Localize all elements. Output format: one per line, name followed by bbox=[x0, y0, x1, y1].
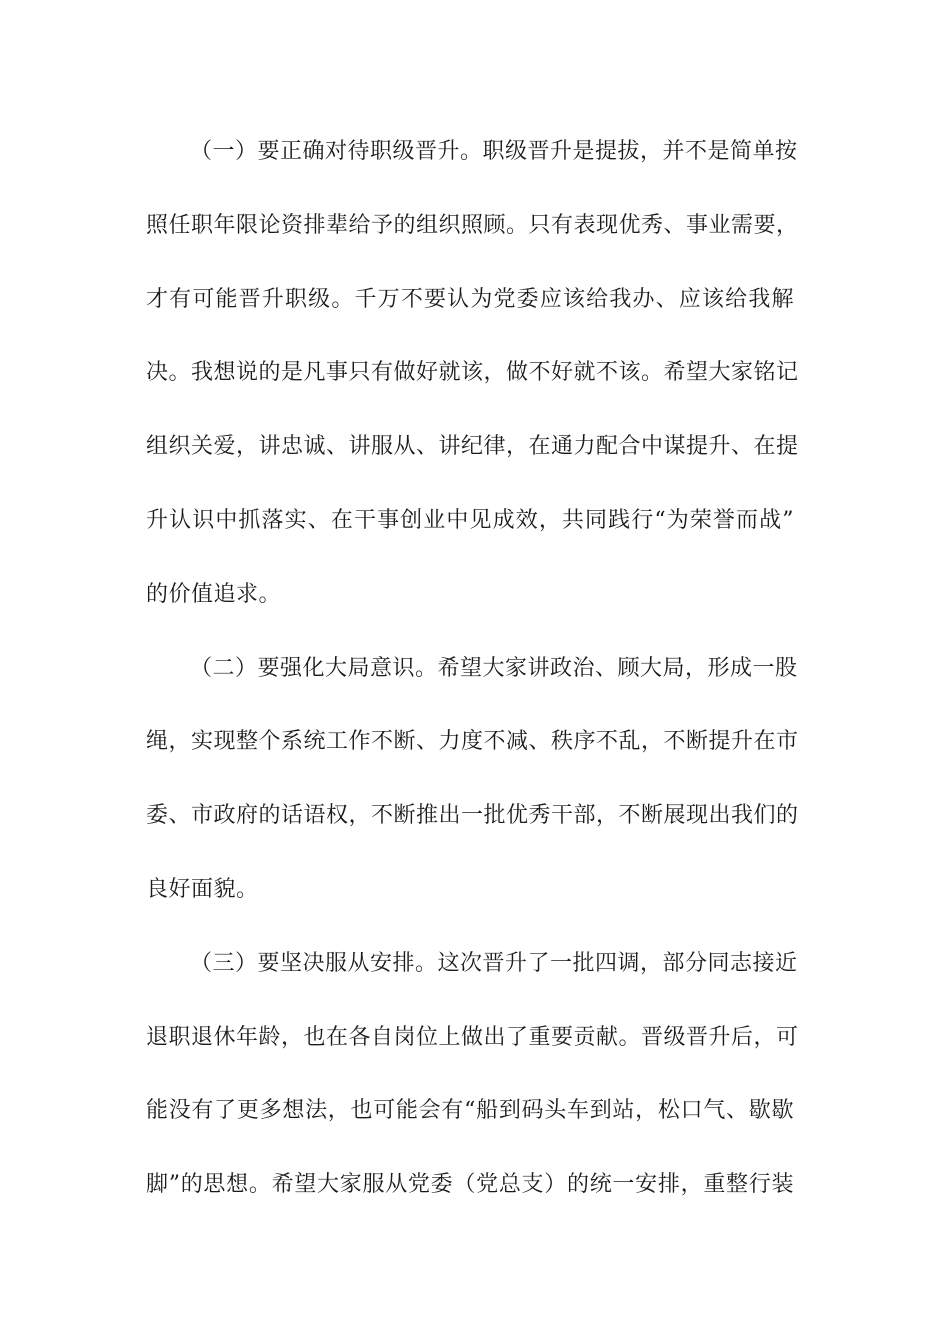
paragraph-1-line-2: 照任职年限论资排辈给予的组织照顾。只有表现优秀、事业需要， bbox=[146, 212, 799, 238]
paragraph-1-line-5: 组织关爱，讲忠诚、讲服从、讲纪律，在通力配合中谋提升、在提 bbox=[146, 434, 799, 460]
paragraph-1-line-6: 升认识中抓落实、在干事创业中见成效，共同践行“为荣誉而战” bbox=[146, 507, 794, 533]
paragraph-1-line-7: 的价值追求。 bbox=[146, 581, 282, 607]
paragraph-1-line-3: 才有可能晋升职级。千万不要认为党委应该给我办、应该给我解 bbox=[146, 286, 794, 312]
paragraph-3-line-4: 脚”的思想。希望大家服从党委（党总支）的统一安排，重整行装 bbox=[146, 1172, 794, 1198]
paragraph-2-line-3: 委、市政府的话语权，不断推出一批优秀干部，不断展现出我们的 bbox=[146, 803, 799, 829]
paragraph-2-line-4: 良好面貌。 bbox=[146, 876, 259, 902]
paragraph-3-line-3: 能没有了更多想法，也可能会有“船到码头车到站，松口气、歇歇 bbox=[146, 1098, 794, 1124]
paragraph-3-line-1: （三）要坚决服从安排。这次晋升了一批四调，部分同志接近 bbox=[190, 950, 798, 976]
paragraph-1-line-1: （一）要正确对待职级晋升。职级晋升是提拔，并不是简单按 bbox=[190, 139, 798, 164]
paragraph-2-line-1: （二）要强化大局意识。希望大家讲政治、顾大局，形成一股 bbox=[190, 655, 798, 681]
paragraph-1-line-4: 决。我想说的是凡事只有做好就该，做不好就不该。希望大家铭记 bbox=[146, 360, 799, 386]
document-body bbox=[146, 132, 799, 1239]
paragraph-3-line-2: 退职退休年龄，也在各自岗位上做出了重要贡献。晋级晋升后，可 bbox=[146, 1024, 799, 1050]
paragraph-2-line-2: 绳，实现整个系统工作不断、力度不减、秩序不乱，不断提升在市 bbox=[146, 729, 799, 755]
